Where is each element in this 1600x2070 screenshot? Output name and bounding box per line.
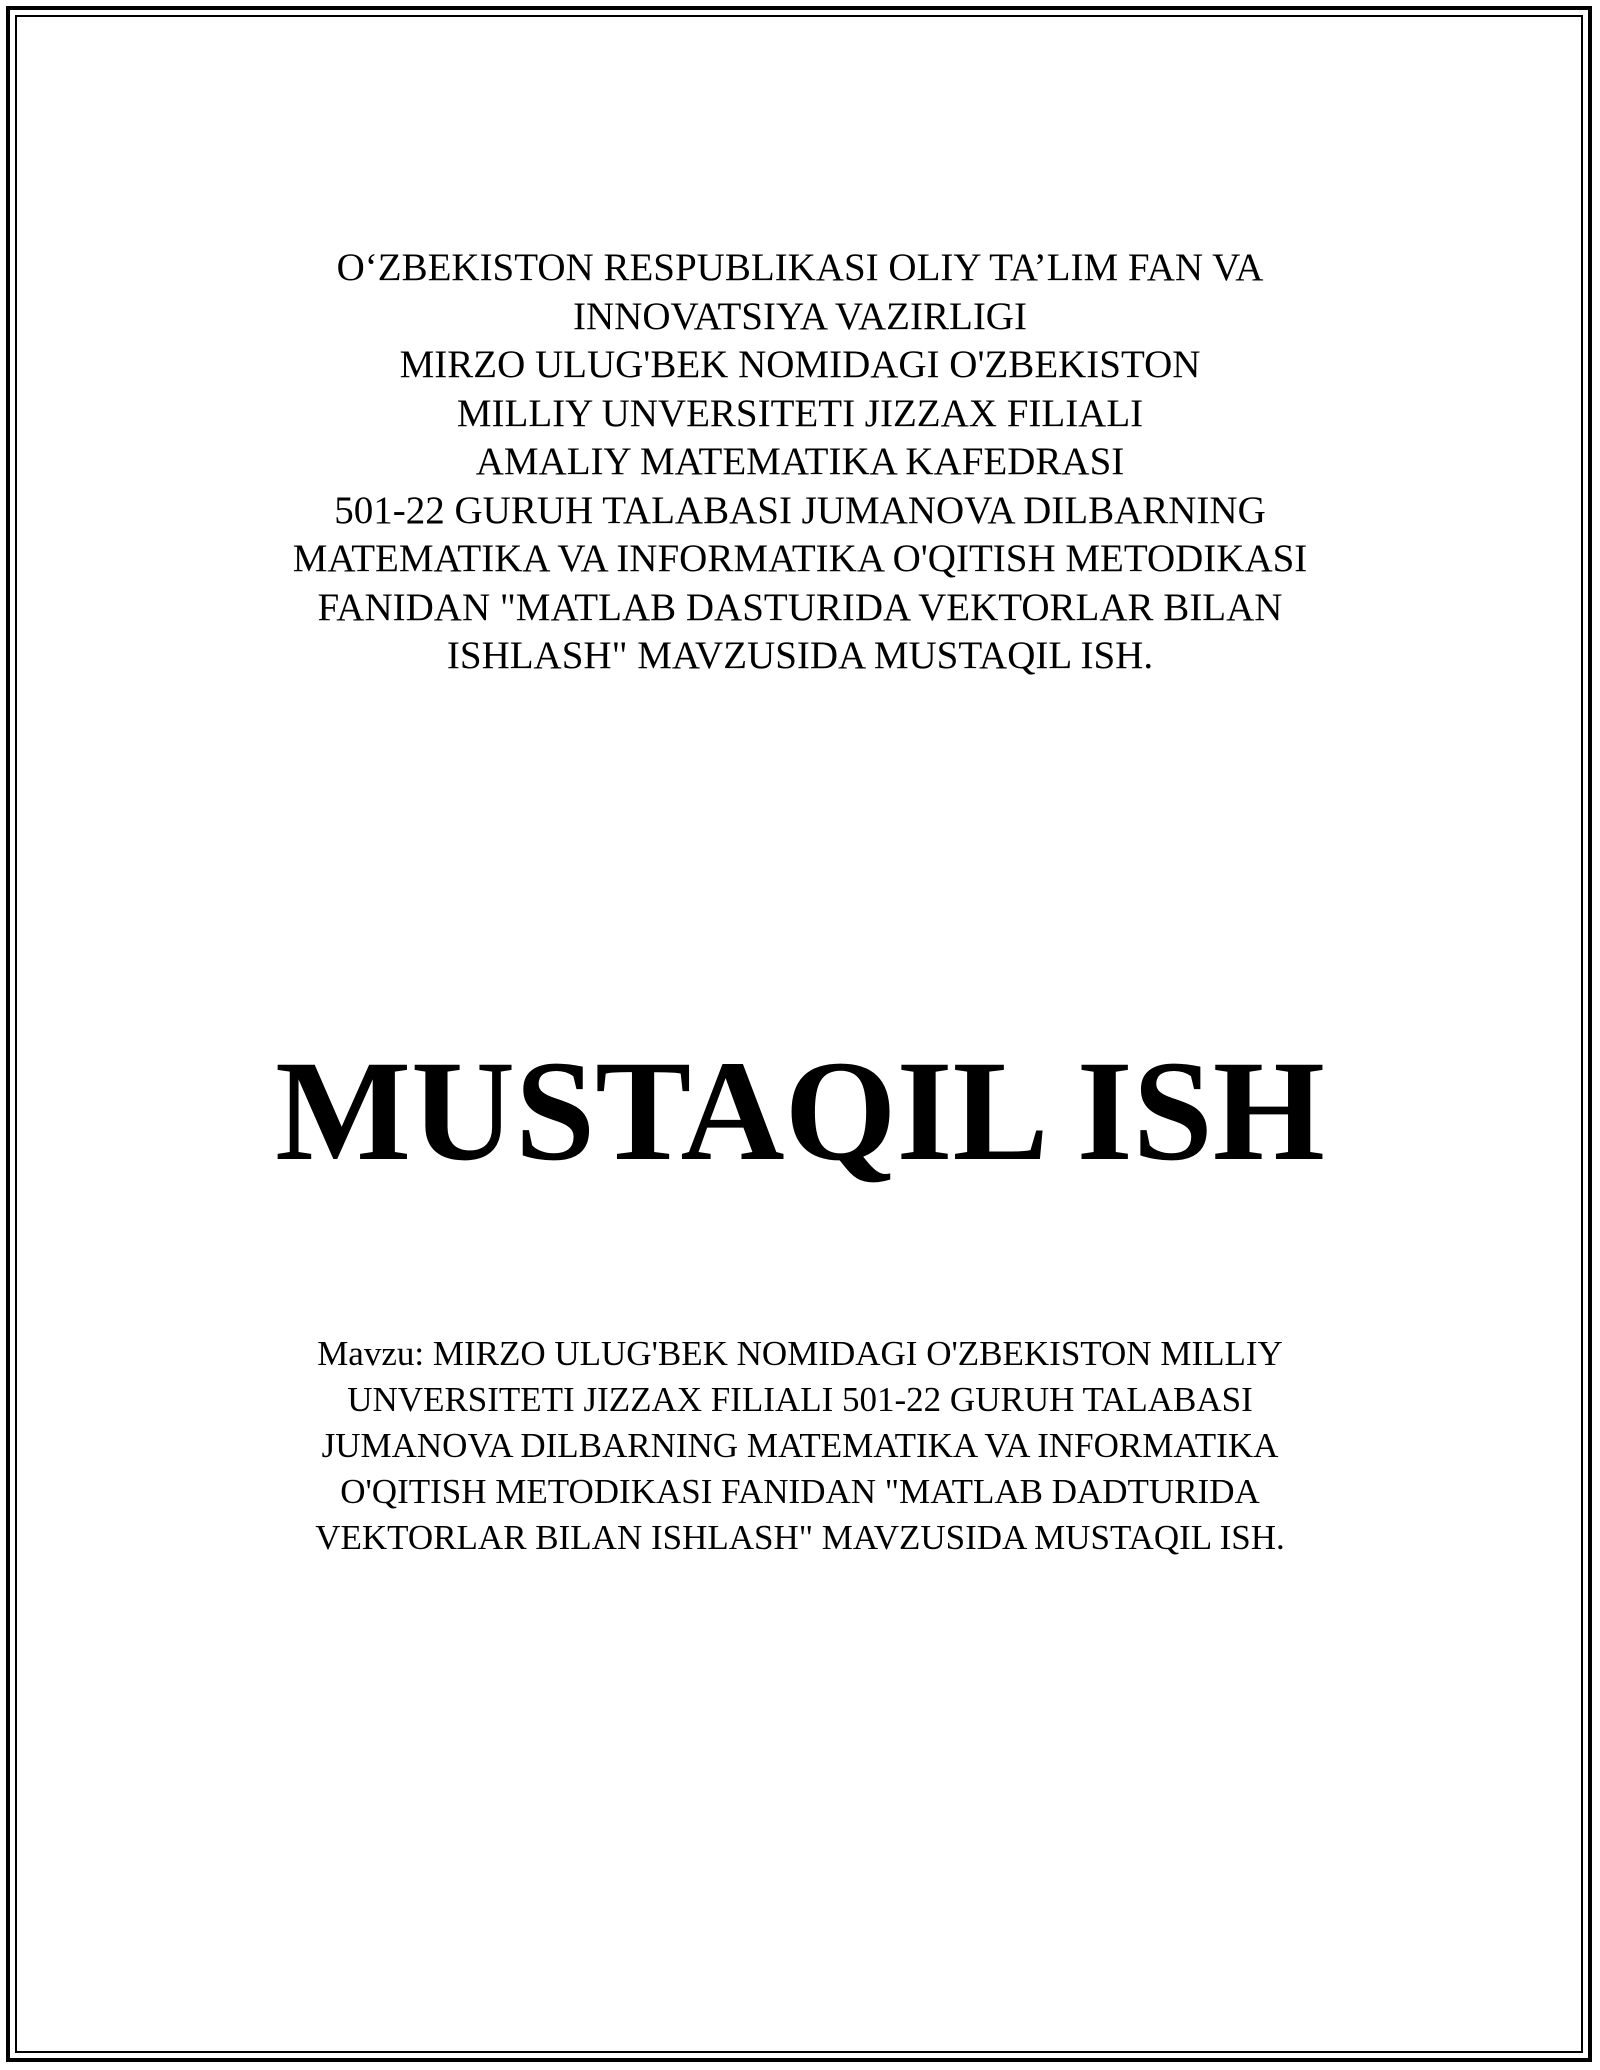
header-line: MIRZO ULUG'BEK NOMIDAGI O'ZBEKISTON [399, 343, 1201, 386]
topic-line: Mavzu: MIRZO ULUG'BEK NOMIDAGI O'ZBEKISTON MILLIY [317, 1334, 1283, 1373]
header-line: ISHLASH" MAVZUSIDA MUSTAQIL ISH. [446, 634, 1154, 677]
header-line: INNOVATSIYA VAZIRLIGI [573, 294, 1027, 338]
header-line: MILLIY UNVERSITETI JIZZAX FILIALI [456, 391, 1144, 435]
institution-header [200, 244, 1400, 681]
header-line: 501-22 GURUH TALABASI JUMANOVA DILBARNING [334, 488, 1266, 532]
topic-line: O'QITISH METODIKASI FANIDAN "MATLAB DADTURIDA [340, 1472, 1260, 1511]
header-line: O‘ZBEKISTON RESPUBLIKASI OLIY TA’LIM FAN VA [336, 246, 1264, 289]
header-line: FANIDAN "MATLAB DASTURIDA VEKTORLAR BILAN [317, 585, 1283, 629]
header-line: AMALIY MATEMATIKA KAFEDRASI [475, 440, 1125, 483]
topic-line: UNVERSITETI JIZZAX FILIALI 501-22 GURUH TALABASI [347, 1380, 1253, 1419]
header-line: MATEMATIKA VA INFORMATIKA O'QITISH METODIKASI [292, 537, 1308, 580]
topic-line: JUMANOVA DILBARNING MATEMATIKA VA INFORMATIKA [321, 1426, 1279, 1465]
topic-line: VEKTORLAR BILAN ISHLASH" MAVZUSIDA MUSTAQIL ISH. [315, 1518, 1285, 1557]
document-title: MUSTAQIL ISH [275, 1032, 1325, 1191]
topic-block [200, 1331, 1400, 1561]
